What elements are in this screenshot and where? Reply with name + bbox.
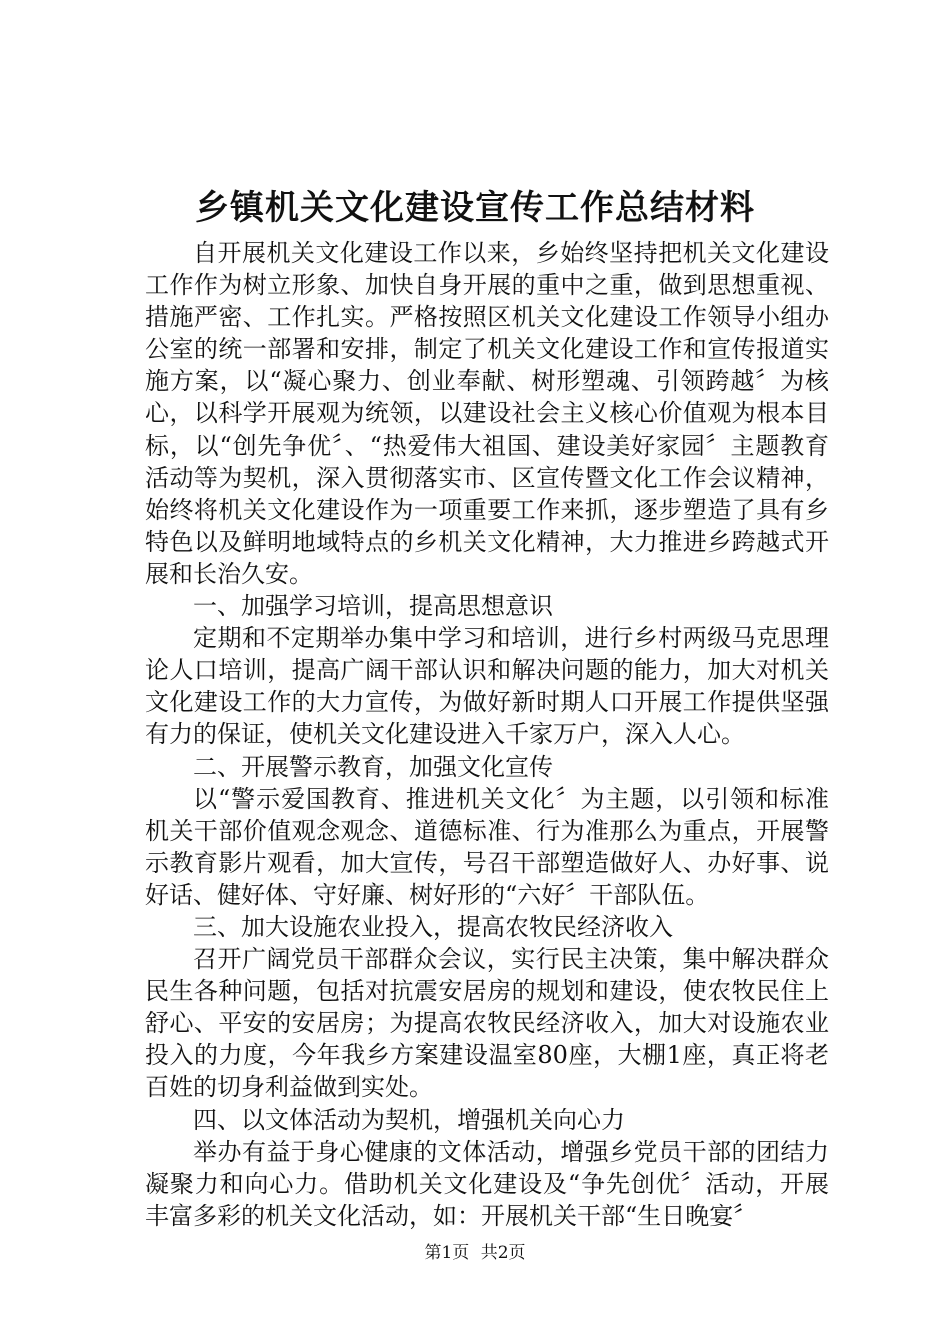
section-heading-4: 四、以文体活动为契机，增强机关向心力 (193, 1105, 625, 1134)
section-paragraph-4: 举办有益于身心健康的文体活动，增强乡党员干部的团结力凝聚力和向心力。借助机关文化建设及“争先创优〞活动，开展丰富多彩的机关文化活动，如：开展机关干部“生日晚宴〞 (145, 1137, 829, 1230)
intro-paragraph: 自开展机关文化建设工作以来，乡始终坚持把机关文化建设工作作为树立形象、加快自身开展的重中之重，做到思想重视、措施严密、工作扎实。严格按照区机关文化建设工作领导小组办公室的统一部署和安排，制定了机关文化建设工作和宣传报道实施方案，以“凝心聚力、创业奉献、树形塑魂、引领跨越〞为核心，以科学开展观为统领，以建设社会主义核心价值观为根本目标，以“创先争优〞、“热爱伟大祖国、建设美好家园〞主题教育活动等为契机，深入贯彻落实市、区宣传暨文化工作会议精神，始终将机关文化建设作为一项重要工作来抓，逐步塑造了具有乡特色以及鲜明地域特点的乡机关文化精神，大力推进乡跨越式开展和长治久安。 (145, 239, 829, 588)
section-heading-1: 一、加强学习培训，提高思想意识 (193, 592, 553, 621)
section-paragraph-3: 召开广阔党员干部群众会议，实行民主决策，集中解决群众民生各种问题，包括对抗震安居房的规划和建设，使农牧民住上舒心、平安的安居房；为提高农牧民经济收入，加大对设施农业投入的力度，今年我乡方案建设温室80座，大棚1座，真正将老百姓的切身利益做到实处。 (145, 945, 829, 1102)
section-heading-2: 二、开展警示教育，加强文化宣传 (193, 752, 553, 781)
document-body (145, 237, 829, 1232)
document-title: 乡镇机关文化建设宣传工作总结材料 (195, 188, 755, 228)
section-heading-3: 三、加大设施农业投入，提高农牧民经济收入 (193, 912, 673, 941)
page-number: 第1页 (424, 1243, 470, 1263)
page-total: 共2页 (480, 1243, 526, 1263)
section-paragraph-1: 定期和不定期举办集中学习和培训，进行乡村两级马克思理论人口培训，提高广阔干部认识和解决问题的能力，加大对机关文化建设工作的大力宣传，为做好新时期人口开展工作提供坚强有力的保证，使机关文化建设进入千家万户，深入人心。 (145, 624, 829, 749)
page-footer (0, 1241, 950, 1265)
section-paragraph-2: 以“警示爱国教育、推进机关文化〞为主题，以引领和标准机关干部价值观念观念、道德标准、行为准那么为重点，开展警示教育影片观看，加大宣传，号召干部塑造做好人、办好事、说好话、健好体、守好廉、树好形的“六好〞干部队伍。 (145, 784, 829, 909)
